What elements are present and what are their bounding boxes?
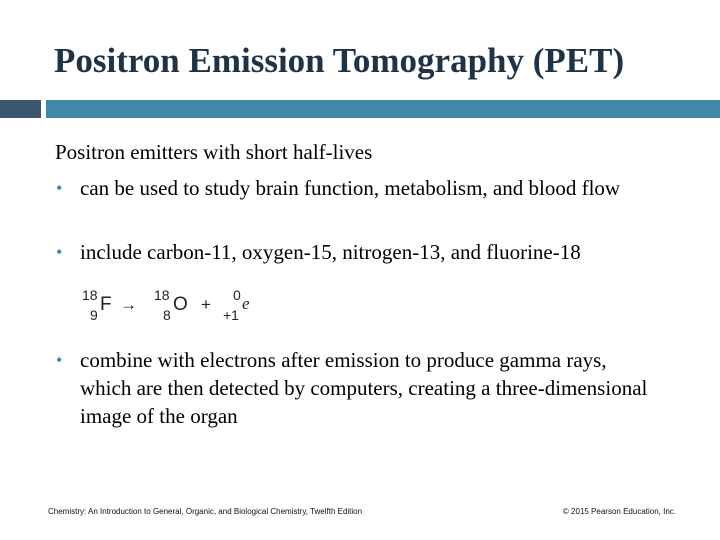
product-mass-number: 18 <box>154 287 170 303</box>
reactant-atomic-number: 9 <box>90 307 98 323</box>
bullet-marker: • <box>56 350 63 370</box>
bullet-marker: • <box>56 242 63 262</box>
title-bar-accent <box>46 100 720 118</box>
footer-copyright: © 2015 Pearson Education, Inc. <box>562 507 676 516</box>
bullet-text: can be used to study brain function, metabolism, and blood flow <box>80 176 621 200</box>
plus-sign: + <box>201 295 211 314</box>
positron-mass-number: 0 <box>233 287 241 303</box>
bullet-text: include carbon-11, oxygen-15, nitrogen-13, and fluorine-18 <box>80 240 581 264</box>
positron-charge: +1 <box>223 307 239 323</box>
reactant-symbol: F <box>100 294 112 315</box>
bullet-text: combine with electrons after emission to produce gamma rays, which are then detected by computers, creating a three-dimensional image of the organ <box>80 348 648 428</box>
reaction-arrow: → <box>120 295 137 314</box>
intro-text: Positron emitters with short half-lives <box>55 140 373 164</box>
positron-symbol: e <box>242 294 250 313</box>
bullet-marker: • <box>56 178 63 198</box>
slide-title: Positron Emission Tomography (PET) <box>54 41 625 80</box>
product-atomic-number: 8 <box>163 307 171 323</box>
footer-book-title: Chemistry: An Introduction to General, Organic, and Biological Chemistry, Twelfth Edition <box>48 507 363 516</box>
nuclear-equation <box>80 286 260 326</box>
title-bar-dark <box>0 100 41 118</box>
reactant-mass-number: 18 <box>82 287 98 303</box>
product-symbol: O <box>173 294 188 315</box>
